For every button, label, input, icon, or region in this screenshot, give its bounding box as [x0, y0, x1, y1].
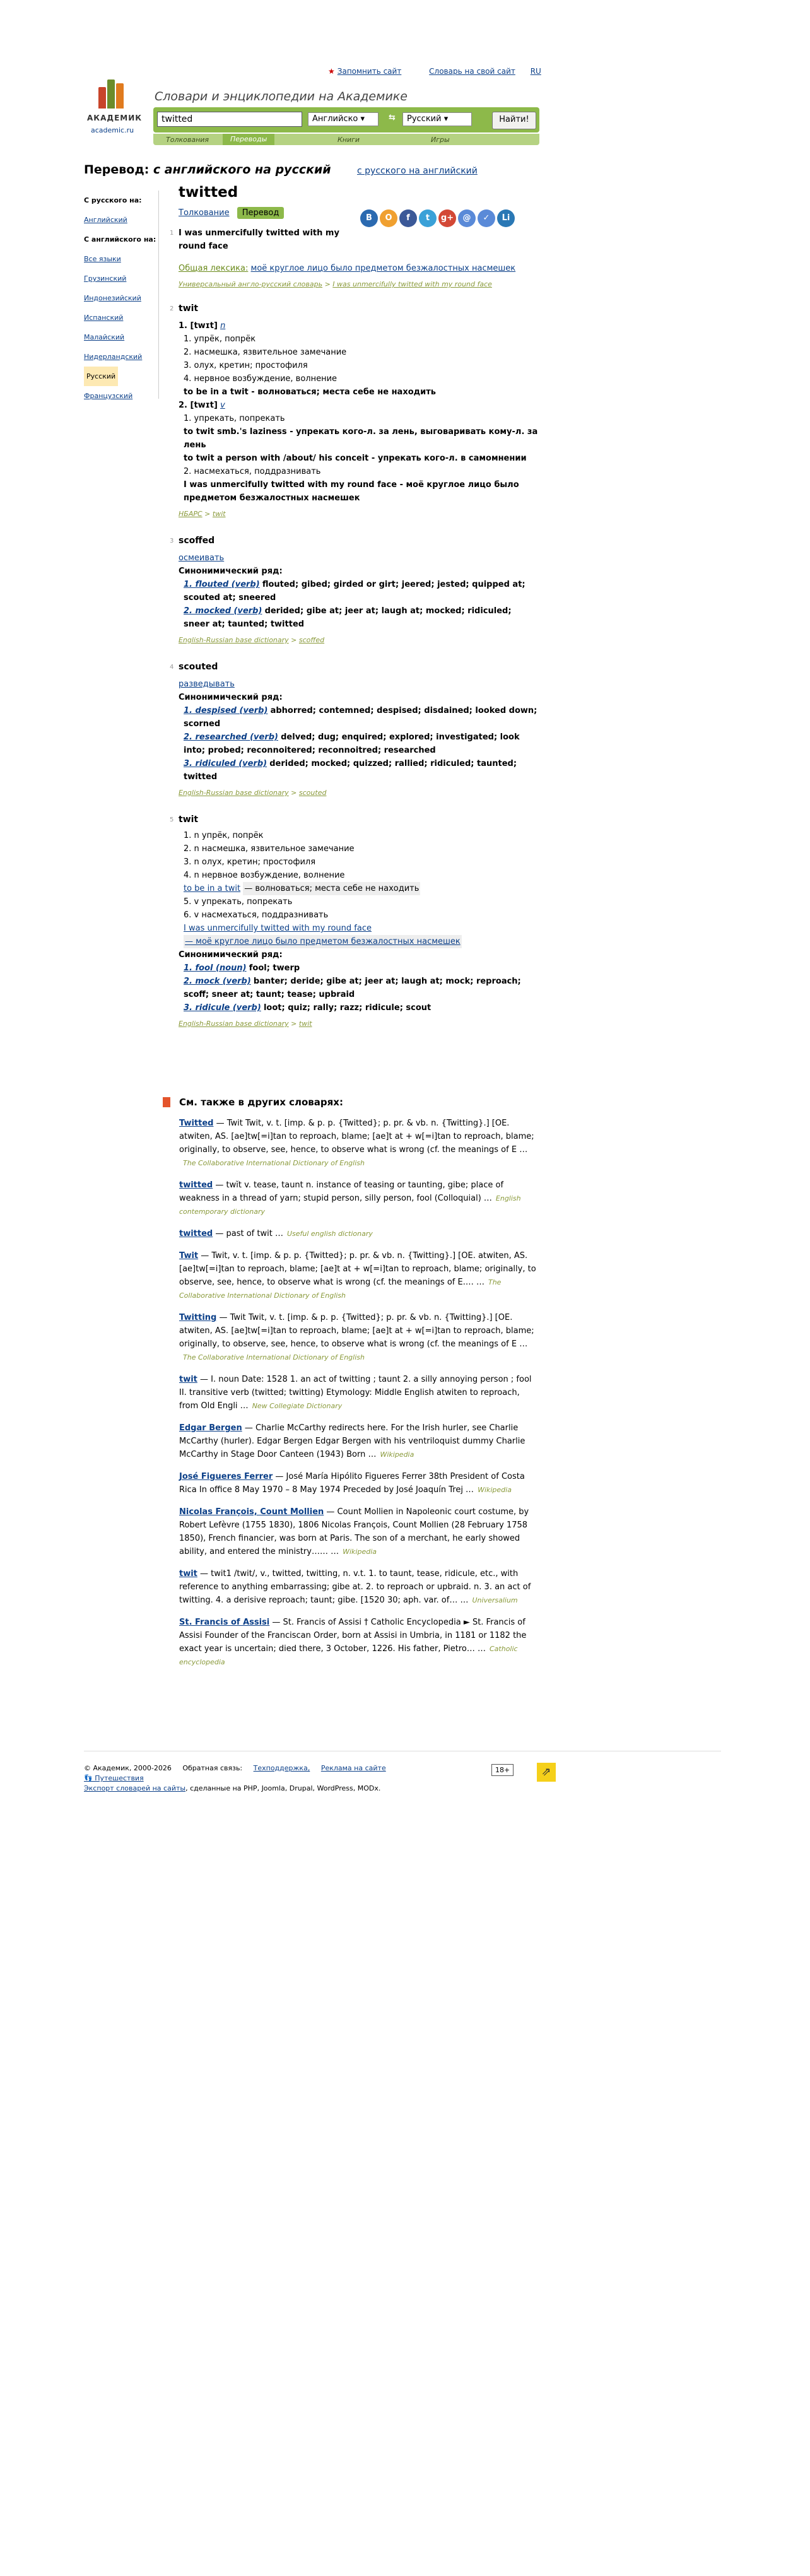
see-also-link[interactable]: Twitting	[179, 1313, 217, 1322]
synonyms-heading: Синонимический ряд:	[179, 567, 283, 576]
sense: 5. v упрекать, попрекать	[184, 897, 293, 907]
sense: 2. n насмешка, язвительное замечание	[184, 844, 355, 854]
logo-site[interactable]: academic.ru	[91, 126, 134, 134]
tab-translations[interactable]: Переводы	[223, 134, 274, 145]
entry-scouted: 4 scouted разведывать Синонимический ряд: 1. despised (verb) abhorred; contemned; despised; disdained; looked down; scorned 2. researched (verb) delved; dug; enquired; explored; investigated; look into; probed; reconnoitered; reconnoitred; researched 3. ridiculed (verb) derided; mocked; quizzed; rallied; ridiculed; taunted; twitted English-Russian base dictionary > scouted	[170, 662, 537, 797]
page-title: Перевод: с английского на русский	[84, 163, 331, 177]
synonym-list: abhorred; contemned; despised; disdained; looked down; scorned	[184, 706, 537, 729]
share-icon[interactable]: f	[399, 209, 417, 227]
synonym-list: delved; dug; enquired; explored; investigated; look into; probed; reconnoitered; reconnoitred; researched	[184, 732, 520, 755]
see-also-snippet: — twit1 /twit/, v., twitted, twitting, n. v.t. 1. to taunt, tease, ridicule, etc., with reference to anything embarrassing; gibe at. 2. to reproach or upbraid. n. 3. an act of twitting. 4. a derisive reproach; taunt; gibe. [1520 30; aph. var. of… …	[179, 1569, 531, 1605]
sidebar-item-dutch[interactable]: Нидерландский	[84, 353, 143, 361]
feedback-label: Обратная связь:	[182, 1764, 243, 1772]
target-language-select[interactable]: Русский ▾	[402, 112, 472, 126]
star-icon: ★	[328, 67, 335, 76]
example: to twit a person with /about/ his conceit - упрекать кого-л. в самомнении	[184, 454, 527, 463]
synonym-group-link[interactable]: 1. fool (noun)	[184, 963, 247, 973]
share-icon[interactable]: @	[458, 209, 476, 227]
example-translation: — волноваться; места себе не находить	[243, 882, 420, 895]
language-switch[interactable]: RU	[530, 67, 541, 76]
see-also-snippet: — Twit Twit, v. t. [imp. & p. p. {Twitted}; p. pr. & vb. n. {Twitting}.] [OE. atwiten, AS. [ae]tw[=i]tan to reproach, blame; [ae]t at + w[=i]tan to reproach, blame; originally, to observe, see, hence, to observe what is wrong (cf. the meanings of E …	[179, 1313, 534, 1349]
see-also-link[interactable]: twit	[179, 1569, 197, 1579]
synonym-group-link[interactable]: 3. ridicule (verb)	[184, 1003, 261, 1013]
made-with: , сделанные на PHP,	[185, 1784, 260, 1792]
tab-definition[interactable]: Толкование	[179, 208, 230, 218]
see-also-snippet: — José María Hipólito Figueres Ferrer 38th President of Costa Rica In office 8 May 1970 – 8 May 1974 Preceded by José Joaquín Trej …	[179, 1472, 525, 1495]
add-dictionary-link[interactable]: Словарь на свой сайт	[429, 67, 515, 76]
source-link[interactable]: Универсальный англо-русский словарь	[179, 280, 323, 288]
see-also-link[interactable]: twitted	[179, 1229, 213, 1238]
synonym-group-link[interactable]: 2. mocked (verb)	[184, 606, 262, 616]
entry-twit-nbars: 2 twit 1. [twɪt] n 1. упрёк, попрёк 2. насмешка, язвительное замечание 3. олух, кретин; простофиля 4. нервное возбуждение, волнение to be in a twit - волноваться; места себе не находить 2. [twɪt] v 1. упрекать, попрекать to twit smb.'s laziness - упрекать кого-л. за лень, выговаривать кому-л. за лень to twit a person with /about/ his conceit - упрекать кого-л. в самомнении 2. насмехаться, поддразнивать I was unmercifully twitted with my round face - моё круглое лицо было предметом безжалостных насмешек НБАРС > twit	[170, 303, 538, 518]
travel-link[interactable]: 👣 Путешествия	[84, 1774, 144, 1782]
synonym-list: derided; mocked; quizzed; rallied; ridiculed; taunted; twitted	[184, 759, 517, 782]
support-link[interactable]: Техподдержка,	[253, 1764, 310, 1772]
sidebar-item-russian: Русский	[84, 367, 118, 386]
language-sidebar	[84, 191, 159, 399]
see-also-item	[179, 1616, 541, 1669]
see-also-heading: См. также в других словарях:	[179, 1097, 343, 1108]
sense-number: 1. [twɪt]	[179, 321, 218, 331]
scroll-up-icon[interactable]: ⇗	[537, 1763, 556, 1782]
share-icon[interactable]: О	[380, 209, 397, 227]
sidebar-item-spanish[interactable]: Испанский	[84, 314, 124, 322]
sidebar-heading-from-russian: С русского на:	[84, 196, 142, 204]
export-link[interactable]: Экспорт словарей на сайты	[84, 1784, 186, 1792]
see-also-link[interactable]: Twit	[179, 1251, 199, 1261]
see-also-link[interactable]: Nicolas François, Count Mollien	[179, 1507, 324, 1517]
synonym-group-link[interactable]: 2. mock (verb)	[184, 977, 251, 986]
footer	[84, 1751, 721, 1792]
see-also-dictionary[interactable]: English contemporary dictionary	[179, 1194, 521, 1216]
sense: 6. v насмехаться, поддразнивать	[184, 910, 329, 920]
synonym-group-link[interactable]: 1. flouted (verb)	[184, 580, 260, 589]
reverse-direction-link[interactable]: с русского на английский	[357, 166, 478, 176]
service-tabs	[153, 134, 539, 145]
see-also-link[interactable]: Twitted	[179, 1119, 214, 1128]
share-icon[interactable]: Li	[497, 209, 515, 227]
main-content	[170, 184, 538, 1030]
entry-headword: scoffed	[179, 536, 215, 546]
remember-site-link[interactable]: Запомнить сайт	[337, 67, 402, 76]
swap-languages-icon[interactable]: ⇆	[389, 113, 396, 122]
see-also-dictionary[interactable]: Wikipedia	[380, 1450, 414, 1459]
share-icon[interactable]: ✓	[478, 209, 495, 227]
sense: 1. упрёк, попрёк	[184, 334, 256, 344]
see-also-snippet: — I. noun Date: 1528 1. an act of twitting ; taunt 2. a silly annoying person ; fool II. transitive verb (twitted; twitting) Etymology: Middle English atwiten to reproach, from Old Engli …	[179, 1375, 532, 1411]
synonym-list: fool; twerp	[249, 963, 300, 973]
see-also-item	[179, 1421, 541, 1461]
example: to twit smb.'s laziness - упрекать кого-л. за лень, выговаривать кому-л. за лень	[184, 427, 538, 450]
see-also-dictionary[interactable]: The Collaborative International Dictionary of English	[179, 1278, 502, 1300]
sidebar-item-indonesian[interactable]: Индонезийский	[84, 294, 141, 302]
see-also-item	[179, 1249, 541, 1302]
synonym-group-link[interactable]: 3. ridiculed (verb)	[184, 759, 267, 768]
headword: twitted	[179, 184, 238, 201]
see-also-dictionary[interactable]: Useful english dictionary	[286, 1230, 373, 1238]
advertising-link[interactable]: Реклама на сайте	[320, 1764, 386, 1772]
search-button[interactable]: Найти!	[492, 112, 536, 129]
sidebar-item-all[interactable]: Все языки	[84, 255, 121, 263]
sense: 1. n упрёк, попрёк	[184, 831, 264, 840]
sidebar-item-malay[interactable]: Малайский	[84, 333, 125, 341]
search-input[interactable]	[157, 112, 302, 127]
source-link[interactable]: English-Russian base dictionary	[179, 636, 289, 644]
see-also-item	[179, 1567, 541, 1607]
example: I was unmercifully twitted with my round face - моё круглое лицо было предметом безжалостных насмешек	[184, 480, 519, 503]
source-entry-link[interactable]: scouted	[298, 789, 327, 797]
sense: 4. нервное возбуждение, волнение	[184, 374, 338, 384]
logo[interactable]	[87, 79, 143, 134]
sense: 1. упрекать, попрекать	[184, 414, 285, 423]
copyright: © Академик, 2000-2026	[84, 1764, 172, 1772]
see-also-item	[179, 1179, 541, 1218]
sidebar-item-french[interactable]: Французский	[84, 392, 133, 400]
see-also-dictionary[interactable]: Universalium	[472, 1596, 518, 1604]
sense: 3. n олух, кретин; простофиля	[184, 857, 316, 867]
see-also-item	[179, 1117, 541, 1170]
entry-twit-base: 5 twit 1. n упрёк, попрёк 2. n насмешка, язвительное замечание 3. n олух, кретин; простофиля 4. n нервное возбуждение, волнение to be in a twit — волноваться; места себе не находить 5. v упрекать, попрекать 6. v насмехаться, поддразнивать I was unmercifully twitted with my round face — моё круглое лицо было предметом безжалостных насмешек Синонимический ряд: 1. fool (noun) fool; twerp 2. mock (verb) banter; deride; gibe at; jeer at; laugh at; mock; reproach; scoff; sneer at; taunt; tease; upbraid 3. ridicule (verb) loot; quiz; rally; razz; ridicule; scout English-Russian base dictionary > twit	[179, 813, 538, 1030]
share-icon[interactable]: g+	[438, 209, 456, 227]
see-also-item	[179, 1505, 541, 1558]
entry-headword: twit	[179, 303, 199, 314]
see-also-dictionary[interactable]: New Collegiate Dictionary	[252, 1402, 343, 1410]
synonym-group-link[interactable]: 2. researched (verb)	[184, 732, 278, 742]
example-translation: — моё круглое лицо было предметом безжалостных насмешек	[184, 935, 462, 948]
see-also-item	[179, 1311, 541, 1364]
entry-headword: twit	[179, 815, 199, 825]
entry-headword: scouted	[179, 662, 218, 672]
see-also-link[interactable]: José Figueres Ferrer	[179, 1472, 273, 1481]
see-also-snippet: — St. Francis of Assisi † Catholic Encyclopedia ► St. Francis of Assisi Founder of the Franciscan Order, born at Assisi in Umbria, in 1181 or 1182 the exact year is uncertain; died there, 3 October, 1226. His father, Pietro… …	[179, 1618, 527, 1654]
example: to be in a twit - волноваться; места себе не находить	[184, 387, 437, 397]
example-link[interactable]: I was unmercifully twitted with my round face	[184, 924, 372, 933]
tab-definitions[interactable]: Толкования	[166, 136, 209, 144]
see-also-snippet: — Charlie McCarthy redirects here. For the Irish hurler, see Charlie McCarthy (hurler). Edgar Bergen Edgar Bergen with his ventriloquist dummy Charlie McCarthy in Stage Door Canteen (1943) Born …	[179, 1423, 525, 1459]
translation-link[interactable]: разведывать	[179, 679, 235, 689]
see-also-snippet: — twĭt v. tease, taunt n. instance of teasing or taunting, gibe; place of weakness in a thread of yarn; stupid person, silly person, fool (Colloquial) …	[179, 1180, 504, 1203]
see-also-dictionary[interactable]: The Collaborative International Dictionary of English	[183, 1353, 365, 1362]
translation-link[interactable]: осмеивать	[179, 553, 225, 563]
source-link[interactable]: English-Russian base dictionary	[179, 789, 289, 797]
sidebar-item-english[interactable]: Английский	[84, 216, 127, 224]
synonym-list: loot; quiz; rally; razz; ridicule; scout	[263, 1003, 431, 1013]
see-also-item	[179, 1373, 541, 1413]
see-also-item	[179, 1470, 541, 1497]
source-language-select[interactable]: Английско ▾	[308, 112, 379, 126]
see-also-section	[163, 1097, 541, 1678]
sense: 4. n нервное возбуждение, волнение	[184, 871, 345, 880]
source-entry-link[interactable]: twit	[298, 1020, 312, 1028]
logo-name: АКАДЕМИК	[87, 114, 143, 122]
see-also-item	[179, 1227, 541, 1240]
sidebar-heading-from-english: С английского на:	[84, 235, 156, 244]
source-entry-link[interactable]: scoffed	[298, 636, 325, 644]
synonym-list: derided; gibe at; jeer at; laugh at; mocked; ridiculed; sneer at; taunted; twitted	[184, 606, 512, 629]
see-also-link[interactable]: twitted	[179, 1180, 213, 1190]
share-icon[interactable]: В	[360, 209, 378, 227]
source-entry-link[interactable]: twit	[212, 510, 226, 518]
share-buttons	[360, 209, 517, 227]
cms-list: Joomla, Drupal, WordPress, MODx.	[261, 1784, 381, 1792]
synonyms-heading: Синонимический ряд:	[179, 693, 283, 702]
sense-number: 2. [twɪt]	[179, 401, 218, 410]
source-link[interactable]: НБАРС	[179, 510, 202, 518]
pos-link[interactable]: v	[220, 401, 225, 410]
see-also-dictionary[interactable]: Catholic encyclopedia	[179, 1645, 518, 1666]
share-icon[interactable]: t	[419, 209, 437, 227]
source-entry-link[interactable]: I was unmercifully twitted with my round face	[332, 280, 492, 288]
search-bar	[153, 107, 539, 132]
slogan: Словари и энциклопедии на Академике	[155, 90, 408, 103]
tab-translation[interactable]: Перевод	[237, 207, 285, 219]
sense: 2. насмешка, язвительное замечание	[184, 348, 347, 357]
synonym-list: flouted; gibed; girded or girt; jeered; jested; quipped at; scouted at; sneered	[184, 580, 525, 603]
example-link[interactable]: to be in a twit	[184, 884, 241, 893]
see-also-snippet: — Twit Twit, v. t. [imp. & p. p. {Twitted}; p. pr. & vb. n. {Twitting}.] [OE. atwiten, AS. [ae]tw[=i]tan to reproach, blame; [ae]t at + w[=i]tan to reproach, blame; originally, to observe, see, hence, to observe what is wrong (cf. the meanings of E …	[179, 1119, 534, 1155]
synonym-list: banter; deride; gibe at; jeer at; laugh at; mock; reproach; scoff; sneer at; taunt; tease; upbraid	[184, 977, 521, 999]
pos-link[interactable]: n	[220, 321, 226, 331]
subject-link[interactable]: Общая лексика:	[179, 264, 249, 273]
entry-scoffed: 3 scoffed осмеивать Синонимический ряд: 1. flouted (verb) flouted; gibed; girded or girt; jeered; jested; quipped at; scouted at; sneered 2. mocked (verb) derided; gibe at; jeer at; laugh at; mocked; ridiculed; sneer at; taunted; twitted English-Russian base dictionary > scoffed	[179, 534, 538, 647]
translation-text: моё круглое лицо было предметом безжалостных насмешек	[250, 264, 516, 273]
see-also-dictionary[interactable]: The Collaborative International Dictionary of English	[183, 1159, 365, 1167]
entry-phrase: 1 I was unmercifully twitted with my round face Общая лексика: моё круглое лицо было предметом безжалостных насмешек Универсальный англо-русский словарь > I was unmercifully twitted with my round face	[179, 226, 538, 291]
tab-games[interactable]: Игры	[431, 136, 450, 144]
see-also-snippet: — past of twit …	[215, 1229, 283, 1238]
see-also-snippet: — Twit, v. t. [imp. & p. p. {Twitted}; p. pr. & vb. n. {Twitting}.] [OE. atwiten, AS. [ae]tw[=i]tan to reproach, blame; [ae]t at + w[=i]tan to reproach, blame; originally, to observe, see, hence, to observe what is wrong (cf. the meanings of E.… …	[179, 1251, 536, 1287]
see-also-link[interactable]: Edgar Bergen	[179, 1423, 242, 1433]
see-also-dictionary[interactable]: Wikipedia	[478, 1486, 512, 1494]
sense: 2. насмехаться, поддразнивать	[184, 467, 321, 476]
sidebar-item-georgian[interactable]: Грузинский	[84, 274, 127, 283]
source-link[interactable]: English-Russian base dictionary	[179, 1020, 289, 1028]
see-also-dictionary[interactable]: Wikipedia	[343, 1548, 377, 1556]
books-icon	[98, 79, 125, 109]
age-rating-badge: 18+	[491, 1764, 514, 1776]
see-also-link[interactable]: twit	[179, 1375, 197, 1384]
bookmark-icon	[163, 1097, 170, 1107]
tab-books[interactable]: Книги	[338, 136, 360, 144]
entry-headword: I was unmercifully twitted with my round face	[179, 228, 339, 251]
top-links	[328, 67, 554, 76]
synonym-group-link[interactable]: 1. despised (verb)	[184, 706, 268, 715]
synonyms-heading: Синонимический ряд:	[179, 950, 283, 960]
see-also-snippet: — Count Mollien in Napoleonic court costume, by Robert Lefèvre (1755 1830), 1806 Nicolas François, Count Mollien (28 February 1758 1850), French financier, was born at Paris. The son of a merchant, he early showed ability, and entered the ministry…… …	[179, 1507, 529, 1556]
see-also-link[interactable]: St. Francis of Assisi	[179, 1618, 270, 1627]
sense: 3. олух, кретин; простофиля	[184, 361, 308, 370]
